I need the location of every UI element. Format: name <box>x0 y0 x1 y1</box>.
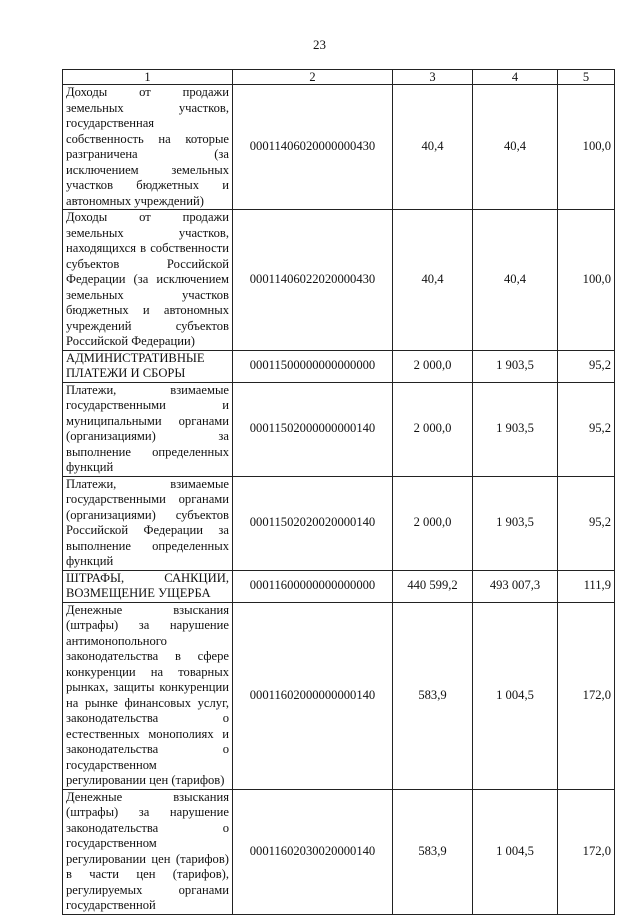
row-code: 00011502000000000140 <box>233 382 393 476</box>
column-header: 5 <box>558 70 615 85</box>
row-plan: 583,9 <box>393 602 473 789</box>
row-fact: 1 903,5 <box>473 476 558 570</box>
row-name: Денежные взыскания (штрафы) за нарушение законодательства о государственном регулировании цен (тарифов) в части цен (тарифов), регулируемых органами государственной <box>63 789 233 914</box>
row-name: Платежи, взимаемые государственными органами (организациями) субъектов Российской Федерации за выполнение определенных функций <box>63 476 233 570</box>
row-plan: 40,4 <box>393 210 473 351</box>
row-percent: 95,2 <box>558 350 615 382</box>
row-code: 00011406022020000430 <box>233 210 393 351</box>
row-percent: 111,9 <box>558 570 615 602</box>
row-name: Доходы от продажи земельных участков, государственная собственность на которые разграничена (за исключением земельных участков бюджетных и автономных учреждений) <box>63 85 233 210</box>
row-fact: 40,4 <box>473 85 558 210</box>
row-plan: 440 599,2 <box>393 570 473 602</box>
row-name: Платежи, взимаемые государственными и муниципальными органами (организациями) за выполнение определенных функций <box>63 382 233 476</box>
row-name: Доходы от продажи земельных участков, находящихся в собственности субъектов Российской Федерации (за исключением земельных участков бюджетных и автономных учреждений субъектов Российской Федерации) <box>63 210 233 351</box>
table-row <box>63 382 615 476</box>
column-header: 1 <box>63 70 233 85</box>
row-percent: 100,0 <box>558 210 615 351</box>
row-plan: 2 000,0 <box>393 476 473 570</box>
table-row <box>63 789 615 914</box>
row-name: ШТРАФЫ, САНКЦИИ, ВОЗМЕЩЕНИЕ УЩЕРБА <box>63 570 233 602</box>
row-name: АДМИНИСТРАТИВНЫЕ ПЛАТЕЖИ И СБОРЫ <box>63 350 233 382</box>
row-fact: 1 903,5 <box>473 382 558 476</box>
row-code: 00011602030020000140 <box>233 789 393 914</box>
row-percent: 100,0 <box>558 85 615 210</box>
row-fact: 1 004,5 <box>473 789 558 914</box>
column-header: 4 <box>473 70 558 85</box>
page-number: 23 <box>313 37 326 52</box>
row-percent: 95,2 <box>558 382 615 476</box>
row-code: 00011502020020000140 <box>233 476 393 570</box>
row-fact: 1 004,5 <box>473 602 558 789</box>
row-plan: 583,9 <box>393 789 473 914</box>
table-row <box>63 570 615 602</box>
row-plan: 2 000,0 <box>393 350 473 382</box>
row-percent: 95,2 <box>558 476 615 570</box>
table-header-row <box>63 70 615 85</box>
row-percent: 172,0 <box>558 602 615 789</box>
table-row <box>63 602 615 789</box>
row-fact: 493 007,3 <box>473 570 558 602</box>
column-header: 3 <box>393 70 473 85</box>
row-fact: 40,4 <box>473 210 558 351</box>
table-row <box>63 85 615 210</box>
row-code: 00011602000000000140 <box>233 602 393 789</box>
row-code: 00011406020000000430 <box>233 85 393 210</box>
row-plan: 2 000,0 <box>393 382 473 476</box>
row-code: 00011500000000000000 <box>233 350 393 382</box>
column-header: 2 <box>233 70 393 85</box>
revenue-table <box>62 69 615 915</box>
table-row <box>63 210 615 351</box>
table-row <box>63 350 615 382</box>
row-plan: 40,4 <box>393 85 473 210</box>
row-code: 00011600000000000000 <box>233 570 393 602</box>
table-row <box>63 476 615 570</box>
row-name: Денежные взыскания (штрафы) за нарушение антимонопольного законодательства в сфере конкуренции на товарных рынках, защиты конкуренции на рынке финансовых услуг, законодательства о естественных монополиях и законодательства о государственном регулировании цен (тарифов) <box>63 602 233 789</box>
row-percent: 172,0 <box>558 789 615 914</box>
row-fact: 1 903,5 <box>473 350 558 382</box>
